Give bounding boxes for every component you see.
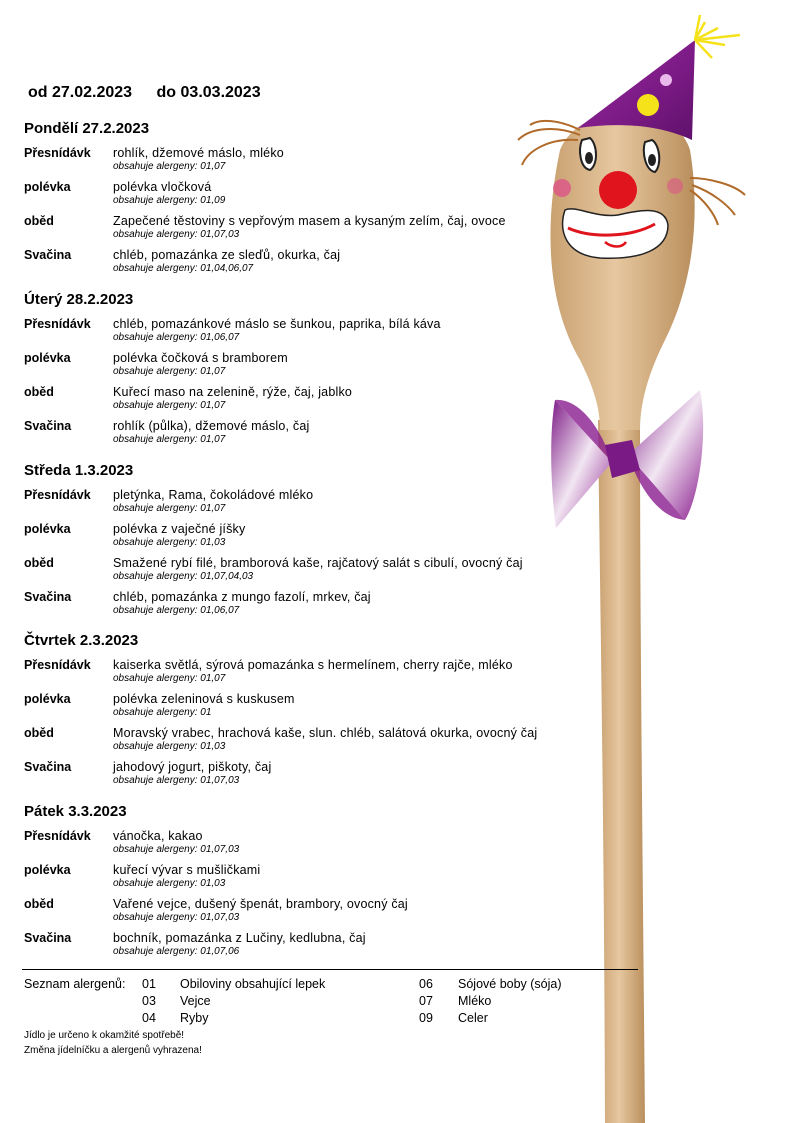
day-section	[24, 120, 624, 282]
meal-row	[24, 214, 624, 248]
meal-allergens: obsahuje alergeny: 01,09	[113, 195, 226, 206]
day-title: Středa 1.3.2023	[24, 462, 134, 479]
day-section	[24, 803, 624, 965]
meal-label: Přesnídávk	[24, 488, 91, 502]
meal-label: oběd	[24, 214, 54, 228]
meal-label: polévka	[24, 522, 71, 536]
meal-allergens: obsahuje alergeny: 01,07	[113, 673, 226, 684]
meal-label: oběd	[24, 385, 54, 399]
meal-allergens: obsahuje alergeny: 01,06,07	[113, 605, 240, 616]
meal-text: vánočka, kakao	[113, 829, 203, 843]
meal-row	[24, 522, 624, 556]
allergen-name: Sójové boby (sója)	[458, 977, 562, 991]
meal-label: Přesnídávk	[24, 146, 91, 160]
allergen-number: 09	[419, 1011, 433, 1025]
meal-allergens: obsahuje alergeny: 01	[113, 707, 212, 718]
allergen-number: 03	[142, 994, 156, 1008]
footnote: Změna jídelníčku a alergenů vyhrazena!	[24, 1045, 202, 1056]
meal-row	[24, 488, 624, 522]
meal-label: polévka	[24, 180, 71, 194]
meal-label: Přesnídávk	[24, 317, 91, 331]
day-section	[24, 632, 624, 794]
meal-row	[24, 351, 624, 385]
date-range	[28, 84, 261, 102]
allergen-name: Mléko	[458, 994, 492, 1008]
meal-label: polévka	[24, 351, 71, 365]
meal-text: kuřecí vývar s mušličkami	[113, 863, 261, 877]
meal-text: Moravský vrabec, hrachová kaše, slun. chléb, salátová okurka, ovocný čaj	[113, 726, 538, 740]
meal-label: polévka	[24, 692, 71, 706]
meal-allergens: obsahuje alergeny: 01,07	[113, 161, 226, 172]
meal-row	[24, 556, 624, 590]
meal-text: rohlík (půlka), džemové máslo, čaj	[113, 419, 310, 433]
allergen-number: 01	[142, 977, 156, 991]
day-title: Pátek 3.3.2023	[24, 803, 127, 820]
date-from: od 27.02.2023	[28, 84, 133, 101]
meal-text: rohlík, džemové máslo, mléko	[113, 146, 284, 160]
meal-allergens: obsahuje alergeny: 01,06,07	[113, 332, 240, 343]
meal-allergens: obsahuje alergeny: 01,07	[113, 503, 226, 514]
meal-allergens: obsahuje alergeny: 01,07,06	[113, 946, 240, 957]
meal-row	[24, 863, 624, 897]
meal-row	[24, 931, 624, 965]
date-to: do 03.03.2023	[156, 84, 261, 101]
meal-text: chléb, pomazánka z mungo fazolí, mrkev, čaj	[113, 590, 371, 604]
day-section	[24, 462, 624, 624]
meal-label: oběd	[24, 556, 54, 570]
allergen-number: 04	[142, 1011, 156, 1025]
meal-text: chléb, pomazánka ze sleďů, okurka, čaj	[113, 248, 341, 262]
allergen-name: Ryby	[180, 1011, 209, 1025]
meal-allergens: obsahuje alergeny: 01,07	[113, 434, 226, 445]
divider	[22, 969, 638, 970]
allergen-name: Obiloviny obsahující lepek	[180, 977, 326, 991]
meal-allergens: obsahuje alergeny: 01,03	[113, 537, 226, 548]
meal-text: polévka zeleninová s kuskusem	[113, 692, 295, 706]
meal-row	[24, 180, 624, 214]
meal-allergens: obsahuje alergeny: 01,03	[113, 878, 226, 889]
meal-row	[24, 692, 624, 726]
meal-label: Svačina	[24, 931, 72, 945]
meal-text: Zapečené těstoviny s vepřovým masem a kysaným zelím, čaj, ovoce	[113, 214, 506, 228]
meal-text: polévka čočková s bramborem	[113, 351, 288, 365]
meal-allergens: obsahuje alergeny: 01,07,04,03	[113, 571, 254, 582]
meal-text: Smažené rybí filé, bramborová kaše, rajčatový salát s cibulí, ovocný čaj	[113, 556, 523, 570]
meal-text: polévka vločková	[113, 180, 212, 194]
meal-row	[24, 317, 624, 351]
meal-text: pletýnka, Rama, čokoládové mléko	[113, 488, 314, 502]
meal-row	[24, 146, 624, 180]
meal-label: Přesnídávk	[24, 829, 91, 843]
meal-row	[24, 829, 624, 863]
meal-allergens: obsahuje alergeny: 01,07	[113, 366, 226, 377]
meal-row	[24, 760, 624, 794]
meal-row	[24, 248, 624, 282]
meal-allergens: obsahuje alergeny: 01,07	[113, 400, 226, 411]
day-title: Úterý 28.2.2023	[24, 291, 134, 308]
meal-text: jahodový jogurt, piškoty, čaj	[113, 760, 272, 774]
meal-row	[24, 897, 624, 931]
allergen-list-label: Seznam alergenů:	[24, 977, 126, 991]
meal-allergens: obsahuje alergeny: 01,07,03	[113, 844, 240, 855]
meal-row	[24, 726, 624, 760]
meal-text: Vařené vejce, dušený špenát, brambory, ovocný čaj	[113, 897, 408, 911]
meal-text: bochník, pomazánka z Lučiny, kedlubna, čaj	[113, 931, 366, 945]
day-section	[24, 291, 624, 453]
meal-label: Svačina	[24, 248, 72, 262]
meal-label: oběd	[24, 897, 54, 911]
meal-allergens: obsahuje alergeny: 01,03	[113, 741, 226, 752]
meal-row	[24, 658, 624, 692]
meal-row	[24, 590, 624, 624]
meal-allergens: obsahuje alergeny: 01,07,03	[113, 912, 240, 923]
meal-label: polévka	[24, 863, 71, 877]
day-title: Pondělí 27.2.2023	[24, 120, 150, 137]
meal-row	[24, 385, 624, 419]
meal-allergens: obsahuje alergeny: 01,07,03	[113, 775, 240, 786]
meal-text: polévka z vaječné jíšky	[113, 522, 246, 536]
meal-label: Svačina	[24, 760, 72, 774]
allergen-name: Vejce	[180, 994, 211, 1008]
meal-label: oběd	[24, 726, 54, 740]
meal-text: chléb, pomazánkové máslo se šunkou, paprika, bílá káva	[113, 317, 441, 331]
allergen-number: 07	[419, 994, 433, 1008]
meal-label: Svačina	[24, 419, 72, 433]
day-title: Čtvrtek 2.3.2023	[24, 632, 139, 649]
meal-label: Přesnídávk	[24, 658, 91, 672]
meal-row	[24, 419, 624, 453]
meal-allergens: obsahuje alergeny: 01,07,03	[113, 229, 240, 240]
meal-allergens: obsahuje alergeny: 01,04,06,07	[113, 263, 254, 274]
allergen-number: 06	[419, 977, 433, 991]
footnote: Jídlo je určeno k okamžité spotřebě!	[24, 1030, 185, 1041]
meal-label: Svačina	[24, 590, 72, 604]
meal-text: kaiserka světlá, sýrová pomazánka s hermelínem, cherry rajče, mléko	[113, 658, 513, 672]
allergen-name: Celer	[458, 1011, 488, 1025]
meal-text: Kuřecí maso na zelenině, rýže, čaj, jablko	[113, 385, 353, 399]
